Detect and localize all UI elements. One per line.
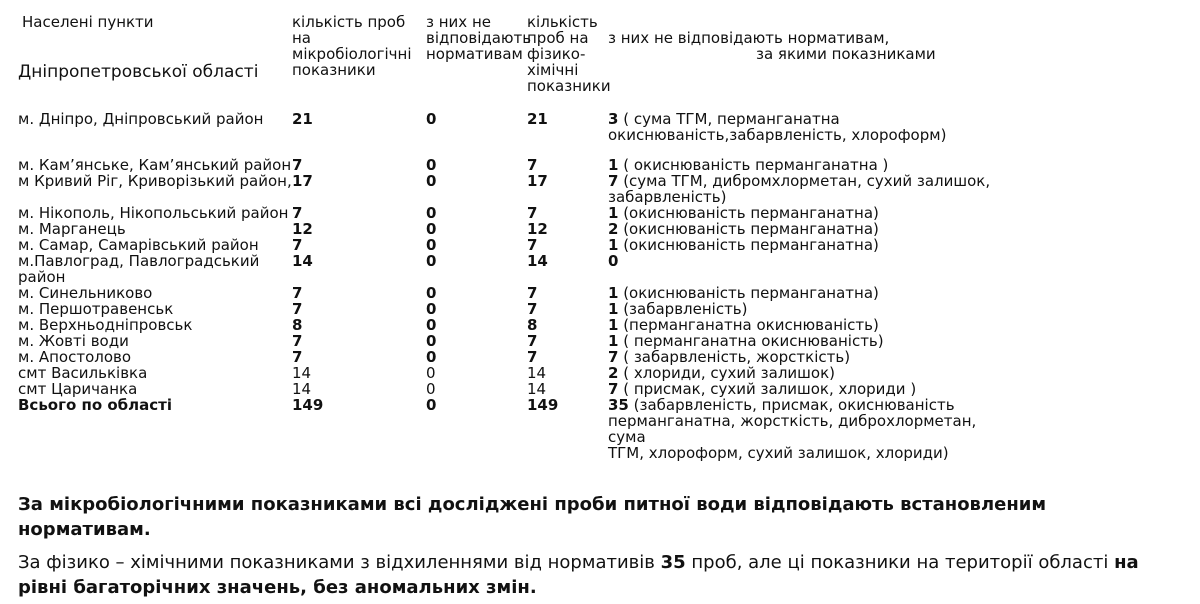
chem-samples-value: 7 (527, 348, 538, 366)
settlement-name: м. Нікополь, Нікопольський район (18, 204, 289, 222)
header-micro-samples: кількість проб на мікробіологічні показники (292, 13, 412, 79)
chem-samples-value: 14 (527, 364, 547, 382)
chem-noncompliant-indicators: (сума ТГМ, дибромхлорметан, сухий залишок, забарвленість) (608, 172, 991, 206)
chem-noncompliant-count: 1 (608, 236, 619, 254)
chem-noncompliant-details (608, 253, 1003, 285)
micro-noncompliant-value: 0 (426, 110, 437, 128)
micro-samples-value: 21 (292, 110, 313, 128)
chem-noncompliant-count: 7 (608, 172, 619, 190)
chem-summary-conclusion: на рівні багаторічних значень, без аномальних змін. (18, 552, 1139, 598)
chem-samples-value: 12 (527, 220, 548, 238)
row-spacer (18, 143, 1018, 157)
chem-noncompliant-details (608, 301, 1003, 317)
micro-noncompliant-value: 0 (426, 396, 437, 414)
chem-samples-value: 14 (527, 252, 548, 270)
header-chem-samples: кількість проб на фізико- хімічні показники (527, 13, 611, 95)
chem-samples-value: 7 (527, 332, 538, 350)
settlement-name: м.Павлоград, Павлоградський район (18, 252, 260, 286)
micro-samples-value: 7 (292, 236, 303, 254)
header-micro-noncompliant: з них не відповідають нормативам (426, 13, 532, 63)
chem-samples-value: 7 (527, 156, 538, 174)
table-row (18, 285, 1018, 301)
chem-noncompliant-details (608, 333, 1003, 349)
settlement-name: м. Синельниково (18, 284, 153, 302)
table-row (18, 333, 1018, 349)
micro-noncompliant-value: 0 (426, 252, 437, 270)
settlement-name: смт Васильківка (18, 364, 148, 382)
settlement-name: м. Першотравенськ (18, 300, 174, 318)
chem-summary-text-b: проб, але ці показники на території області (685, 552, 1115, 573)
chem-samples-value: 7 (527, 284, 538, 302)
chem-noncompliant-count: 7 (608, 348, 619, 366)
table-row (18, 237, 1018, 253)
micro-samples-value: 7 (292, 348, 303, 366)
chem-samples-value: 17 (527, 172, 548, 190)
chem-noncompliant-details (608, 349, 1003, 365)
chem-noncompliant-details (608, 285, 1003, 301)
chem-samples-value: 7 (527, 300, 538, 318)
chem-noncompliant-count: 2 (608, 220, 619, 238)
micro-samples-value: 149 (292, 396, 324, 414)
chem-samples-value: 21 (527, 110, 548, 128)
settlement-name: м. Марганець (18, 220, 126, 238)
chem-noncompliant-details (608, 173, 1003, 205)
header-chem-noncompliant-line2: за якими показниками (756, 45, 936, 63)
micro-samples-value: 7 (292, 204, 303, 222)
chem-noncompliant-count: 35 (608, 396, 629, 414)
chem-noncompliant-count: 1 (608, 156, 619, 174)
chem-noncompliant-details (608, 205, 1003, 221)
chem-noncompliant-count: 1 (608, 332, 619, 350)
micro-noncompliant-value: 0 (426, 172, 437, 190)
chem-noncompliant-details (608, 317, 1003, 333)
table-row (18, 317, 1018, 333)
chem-noncompliant-details (608, 111, 1003, 143)
table-row (18, 381, 1018, 397)
micro-noncompliant-value: 0 (426, 236, 437, 254)
micro-noncompliant-value: 0 (426, 284, 437, 302)
settlement-name: м. Апостолово (18, 348, 132, 366)
micro-noncompliant-value: 0 (426, 332, 437, 350)
chem-noncompliant-indicators: ( перманганатна окиснюваність) (618, 332, 884, 350)
chem-noncompliant-indicators: (окиснюваність перманганатна) (618, 236, 879, 254)
micro-samples-value: 12 (292, 220, 313, 238)
chem-noncompliant-details (608, 157, 1003, 173)
settlement-name: м. Жовті води (18, 332, 129, 350)
chem-samples-value: 8 (527, 316, 538, 334)
settlement-name: Всього по області (18, 396, 172, 414)
chem-noncompliant-count: 1 (608, 316, 619, 334)
chem-noncompliant-indicators: ( окиснюваність перманганатна ) (618, 156, 889, 174)
micro-samples-value: 14 (292, 364, 312, 382)
settlement-name: м Кривий Ріг, Криворізький район, (18, 172, 292, 190)
micro-noncompliant-value: 0 (426, 316, 437, 334)
chem-noncompliant-count: 2 (608, 364, 619, 382)
chem-samples-value: 7 (527, 236, 538, 254)
micro-samples-value: 7 (292, 156, 303, 174)
table-row (18, 157, 1018, 173)
settlement-name: м. Верхньодніпровськ (18, 316, 193, 334)
chem-noncompliant-indicators: (окиснюваність перманганатна) (618, 204, 879, 222)
micro-noncompliant-value: 0 (426, 380, 436, 398)
chem-noncompliant-indicators: (забарвленість) (618, 300, 748, 318)
settlement-name: м. Самар, Самарівський район (18, 236, 259, 254)
chem-noncompliant-indicators: (забарвленість, присмак, окиснюваність перманганатна, жорсткість, диброхлорметан, сума ТГМ, хлороформ, сухий залишок, хлориди) (608, 396, 977, 462)
chem-noncompliant-count: 1 (608, 300, 619, 318)
table-row (18, 221, 1018, 237)
micro-samples-value: 14 (292, 380, 312, 398)
settlement-name: смт Царичанка (18, 380, 138, 398)
settlement-name: м. Кам’янське, Кам’янський район (18, 156, 292, 174)
chem-noncompliant-details (608, 381, 1003, 397)
table-row (18, 173, 1018, 205)
chem-summary-count: 35 (660, 552, 686, 573)
micro-samples-value: 7 (292, 332, 303, 350)
micro-noncompliant-value: 0 (426, 364, 436, 382)
chem-noncompliant-indicators: (окиснюваність перманганатна) (618, 284, 879, 302)
table-body (18, 111, 1018, 461)
settlement-name: м. Дніпро, Дніпровський район (18, 110, 264, 128)
table-row (18, 111, 1018, 143)
header-chem-noncompliant-line1: з них не відповідають нормативам, (608, 29, 890, 47)
micro-samples-value: 8 (292, 316, 303, 334)
micro-noncompliant-value: 0 (426, 348, 437, 366)
table-row (18, 301, 1018, 317)
micro-samples-value: 7 (292, 284, 303, 302)
chem-noncompliant-details (608, 397, 1003, 461)
chem-noncompliant-indicators: (перманганатна окиснюваність) (618, 316, 879, 334)
chem-samples-value: 7 (527, 204, 538, 222)
micro-summary-paragraph: За мікробіологічними показниками всі досліджені проби питної води відповідають встановленим нормативам. (18, 494, 1047, 540)
micro-noncompliant-value: 0 (426, 300, 437, 318)
chem-noncompliant-details (608, 221, 1003, 237)
chem-noncompliant-indicators: ( сума ТГМ, перманганатна окиснюваність,забарвленість, хлороформ) (608, 110, 947, 144)
chem-summary-paragraph (18, 550, 1178, 600)
chem-noncompliant-count: 7 (608, 380, 619, 398)
chem-noncompliant-indicators: ( забарвленість, жорсткість) (618, 348, 851, 366)
micro-noncompliant-value: 0 (426, 156, 437, 174)
chem-noncompliant-count: 1 (608, 284, 619, 302)
micro-noncompliant-value: 0 (426, 220, 437, 238)
header-region: Дніпропетровської області (18, 62, 259, 82)
micro-samples-value: 14 (292, 252, 313, 270)
table-row (18, 397, 1018, 461)
micro-samples-value: 7 (292, 300, 303, 318)
chem-noncompliant-count: 0 (608, 252, 619, 270)
header-chem-noncompliant (608, 14, 948, 78)
micro-noncompliant-value: 0 (426, 204, 437, 222)
table-row (18, 205, 1018, 221)
chem-noncompliant-details (608, 237, 1003, 253)
header-settlements: Населені пункти (22, 13, 154, 31)
table-row (18, 253, 1018, 285)
chem-noncompliant-count: 1 (608, 204, 619, 222)
chem-summary-text-a: За фізико – хімічними показниками з відхиленнями від нормативів (18, 552, 661, 573)
chem-noncompliant-count: 3 (608, 110, 619, 128)
chem-noncompliant-indicators: ( хлориди, сухий залишок) (618, 364, 835, 382)
chem-noncompliant-indicators: (окиснюваність перманганатна) (618, 220, 879, 238)
table-row (18, 365, 1018, 381)
chem-samples-value: 149 (527, 396, 559, 414)
micro-samples-value: 17 (292, 172, 313, 190)
chem-noncompliant-indicators: ( присмак, сухий залишок, хлориди ) (618, 380, 917, 398)
chem-samples-value: 14 (527, 380, 547, 398)
table-row (18, 349, 1018, 365)
chem-noncompliant-details (608, 365, 1003, 381)
